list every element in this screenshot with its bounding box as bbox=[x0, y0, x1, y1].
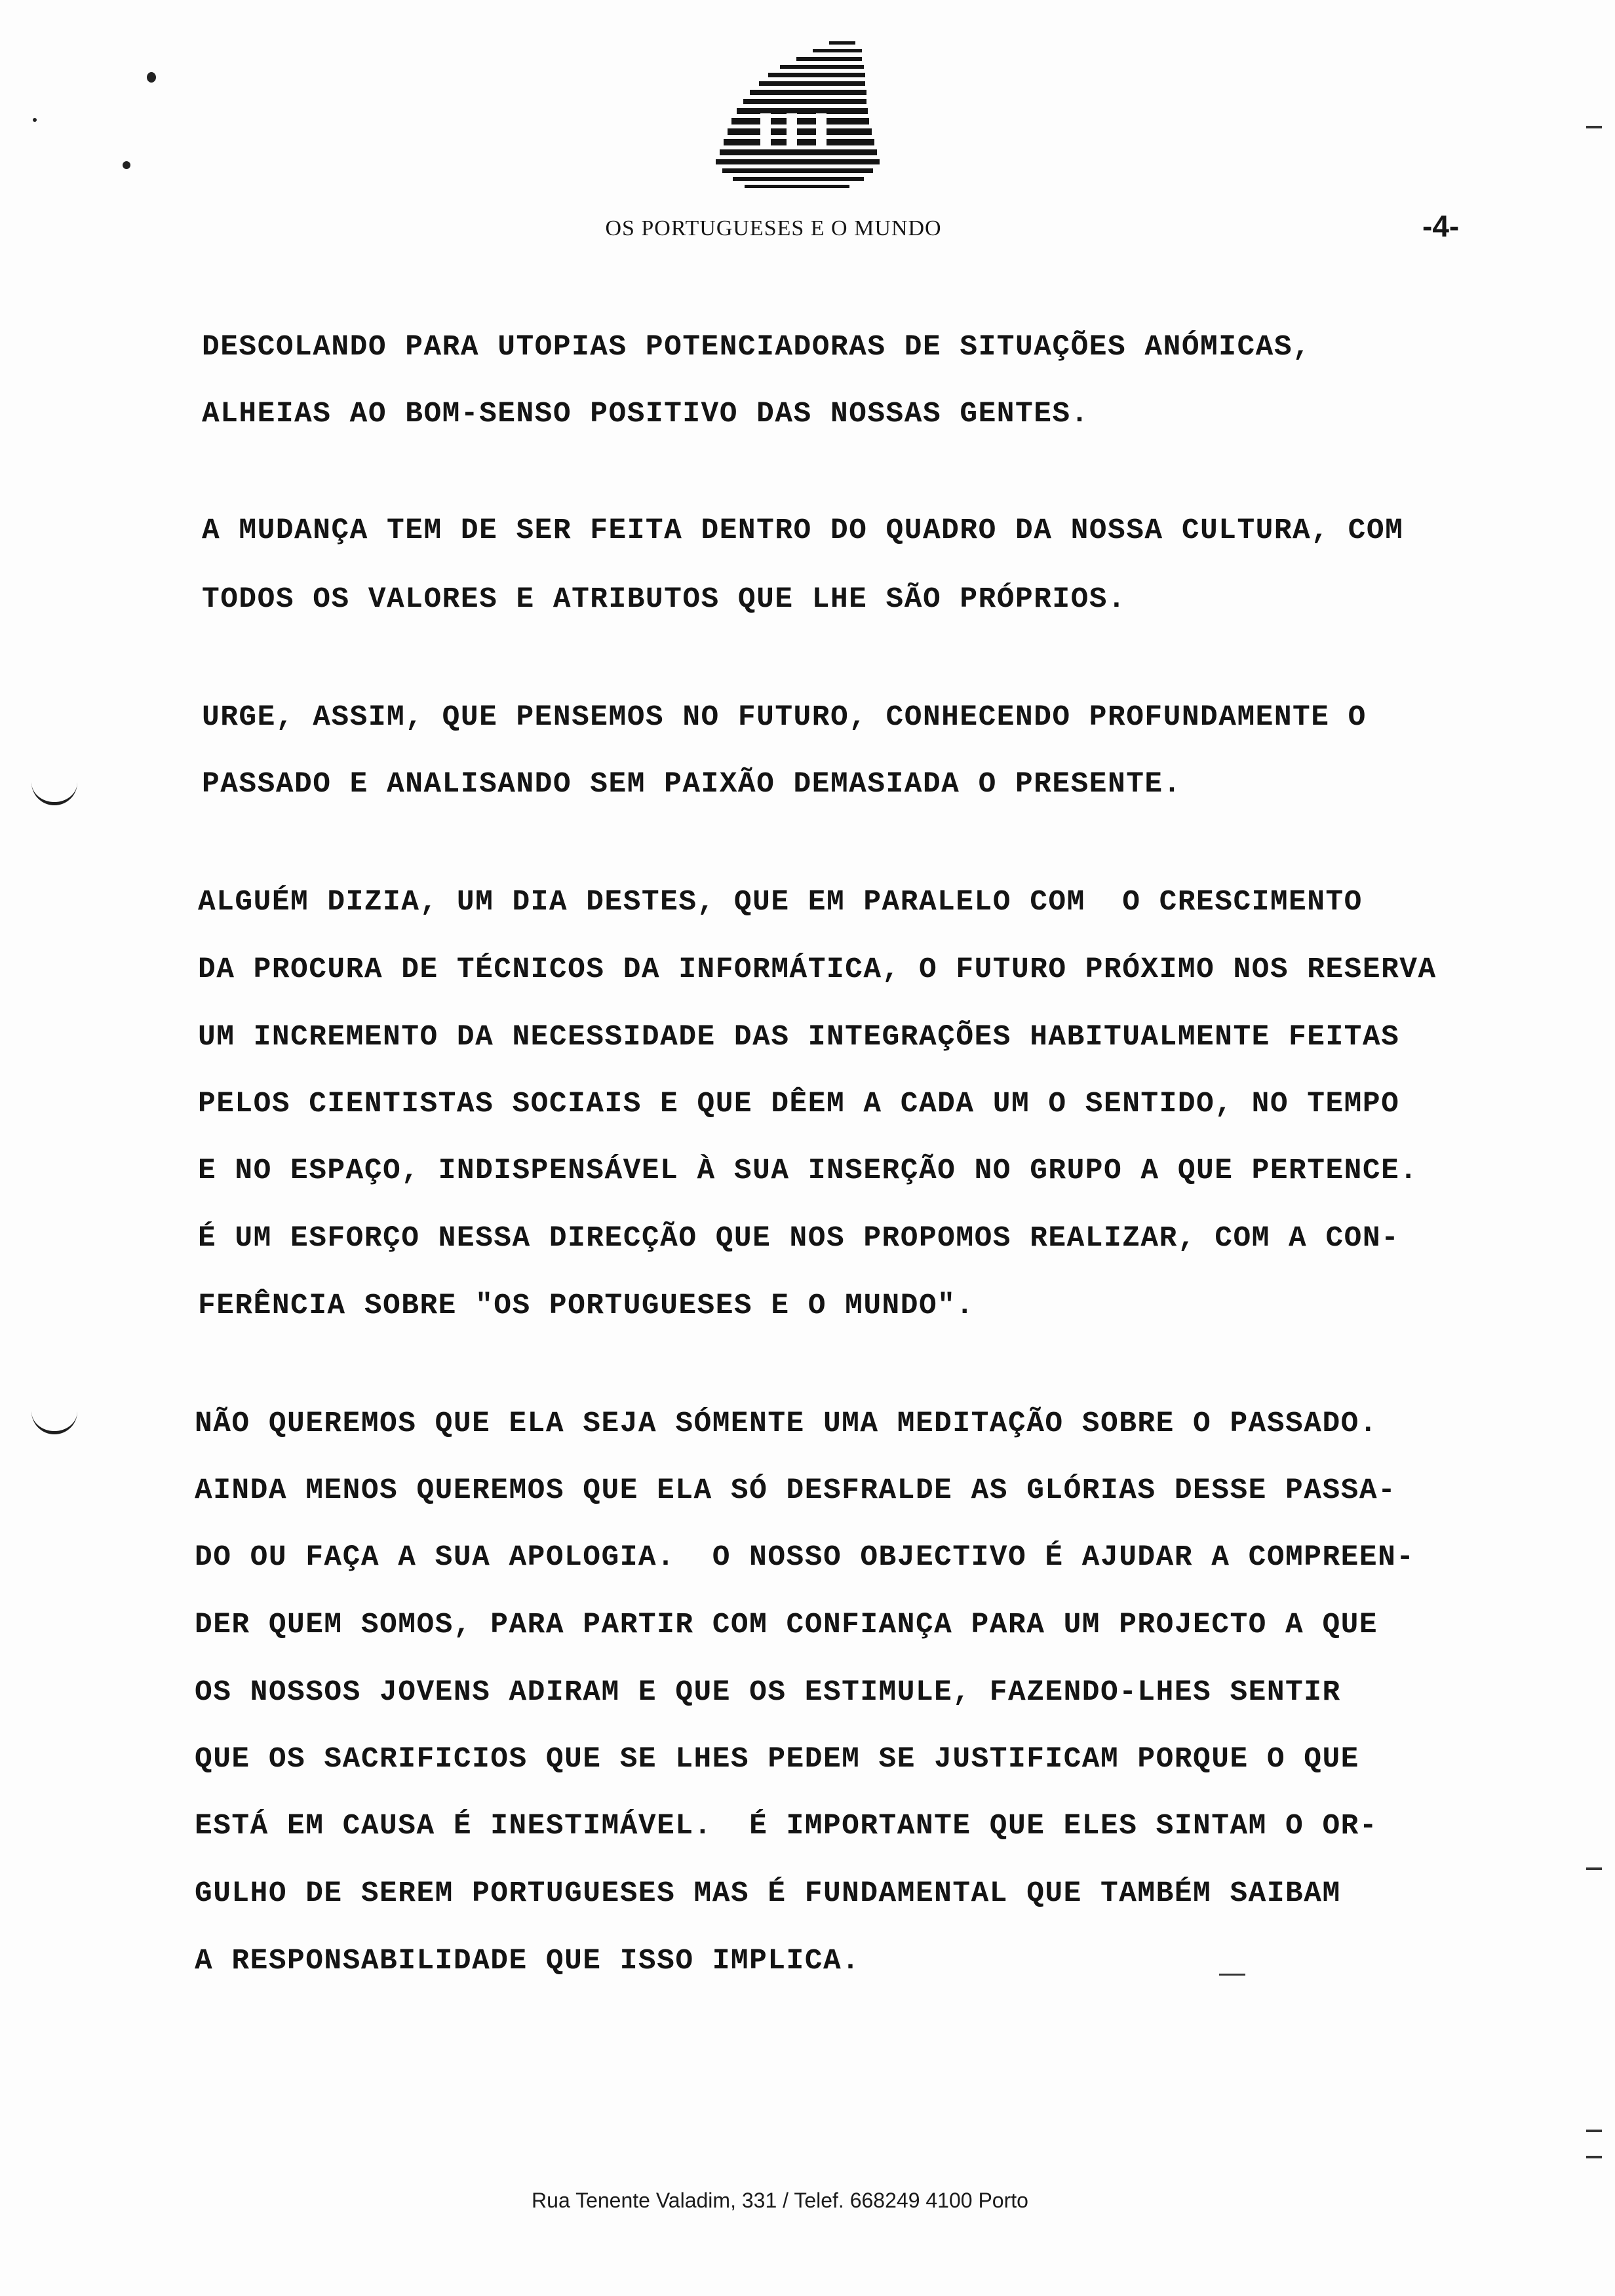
paragraph-4-line-1: ALGUÉM DIZIA, UM DIA DESTES, QUE EM PARALELO COM O CRESCIMENTO bbox=[198, 886, 1363, 919]
page-number: -4- bbox=[1422, 209, 1460, 243]
paragraph-2-line-2: TODOS OS VALORES E ATRIBUTOS QUE LHE SÃO PRÓPRIOS. bbox=[202, 583, 1127, 616]
paragraph-5-line-3: DO OU FAÇA A SUA APOLOGIA. O NOSSO OBJECTIVO É AJUDAR A COMPREEN- bbox=[195, 1541, 1415, 1574]
paragraph-5-line-4: DER QUEM SOMOS, PARA PARTIR COM CONFIANÇA PARA UM PROJECTO A QUE bbox=[195, 1609, 1378, 1641]
paragraph-4-line-4: PELOS CIENTISTAS SOCIAIS E QUE DÊEM A CADA UM O SENTIDO, NO TEMPO bbox=[198, 1088, 1400, 1120]
striped-sailing-ship-logo bbox=[682, 36, 905, 200]
paragraph-3-line-1: URGE, ASSIM, QUE PENSEMOS NO FUTURO, CONHECENDO PROFUNDAMENTE O bbox=[202, 701, 1367, 734]
paragraph-4-line-2: DA PROCURA DE TÉCNICOS DA INFORMÁTICA, O FUTURO PRÓXIMO NOS RESERVA bbox=[198, 953, 1437, 986]
scan-speck bbox=[123, 161, 130, 169]
paragraph-5-line-1: NÃO QUEREMOS QUE ELA SEJA SÓMENTE UMA MEDITAÇÃO SOBRE O PASSADO. bbox=[195, 1407, 1378, 1440]
footer-address: Rua Tenente Valadim, 331 / Telef. 668249 4100 Porto bbox=[532, 2189, 1028, 2212]
punch-hole-mark bbox=[31, 780, 77, 805]
paragraph-5-line-8: GULHO DE SEREM PORTUGUESES MAS É FUNDAMENTAL QUE TAMBÉM SAIBAM bbox=[195, 1877, 1341, 1910]
scan-speck bbox=[147, 72, 156, 83]
paragraph-4-line-5: E NO ESPAÇO, INDISPENSÁVEL À SUA INSERÇÃO NO GRUPO A QUE PERTENCE. bbox=[198, 1155, 1418, 1187]
paragraph-5-line-6: QUE OS SACRIFICIOS QUE SE LHES PEDEM SE JUSTIFICAM PORQUE O QUE bbox=[195, 1743, 1359, 1776]
paragraph-4-line-7: FERÊNCIA SOBRE "OS PORTUGUESES E O MUNDO". bbox=[198, 1290, 975, 1322]
punch-hole-mark bbox=[31, 1409, 77, 1434]
edge-mark bbox=[1586, 126, 1602, 128]
edge-mark bbox=[1586, 2130, 1602, 2132]
edge-mark bbox=[1586, 1867, 1602, 1870]
scan-speck bbox=[33, 118, 37, 122]
paragraph-5-line-5: OS NOSSOS JOVENS ADIRAM E QUE OS ESTIMULE, FAZENDO-LHES SENTIR bbox=[195, 1676, 1341, 1709]
paragraph-4-line-3: UM INCREMENTO DA NECESSIDADE DAS INTEGRAÇÕES HABITUALMENTE FEITAS bbox=[198, 1021, 1400, 1054]
paragraph-5-line-7: ESTÁ EM CAUSA É INESTIMÁVEL. É IMPORTANTE QUE ELES SINTAM O OR- bbox=[195, 1810, 1378, 1843]
paragraph-5-line-9: A RESPONSABILIDADE QUE ISSO IMPLICA. bbox=[195, 1945, 861, 1978]
paragraph-1-line-2: ALHEIAS AO BOM-SENSO POSITIVO DAS NOSSAS GENTES. bbox=[202, 398, 1089, 430]
paragraph-3-line-2: PASSADO E ANALISANDO SEM PAIXÃO DEMASIADA O PRESENTE. bbox=[202, 768, 1182, 801]
edge-mark bbox=[1586, 2156, 1602, 2158]
edge-mark bbox=[1219, 1974, 1245, 1976]
paragraph-2-line-1: A MUDANÇA TEM DE SER FEITA DENTRO DO QUADRO DA NOSSA CULTURA, COM bbox=[202, 514, 1404, 547]
paragraph-5-line-2: AINDA MENOS QUEREMOS QUE ELA SÓ DESFRALDE AS GLÓRIAS DESSE PASSA- bbox=[195, 1474, 1397, 1507]
letterhead-brand-name: OS PORTUGUESES E O MUNDO bbox=[605, 216, 942, 240]
paragraph-1-line-1: DESCOLANDO PARA UTOPIAS POTENCIADORAS DE SITUAÇÕES ANÓMICAS, bbox=[202, 331, 1312, 364]
paragraph-4-line-6: É UM ESFORÇO NESSA DIRECÇÃO QUE NOS PROPOMOS REALIZAR, COM A CON- bbox=[198, 1222, 1400, 1255]
